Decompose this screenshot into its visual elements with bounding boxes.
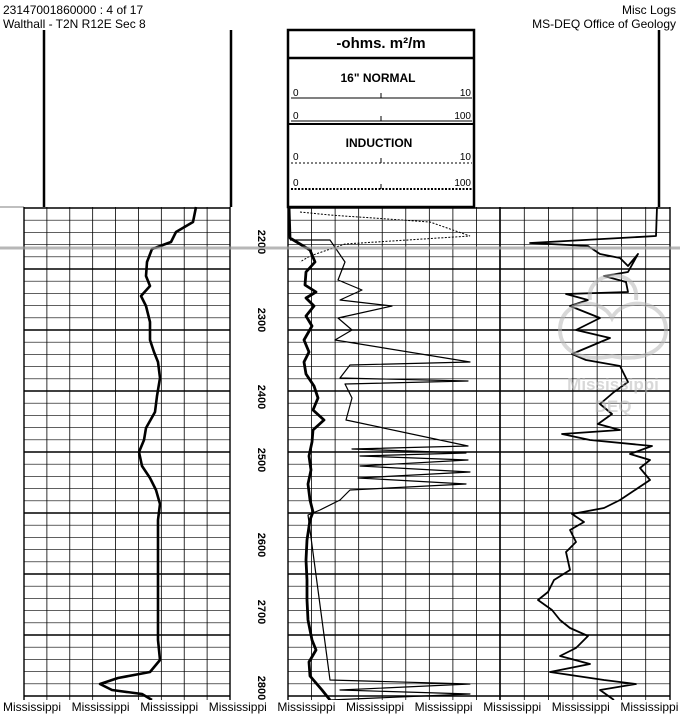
footer-watermark-strip: [0, 700, 680, 715]
footer-watermark-text: Mississippi: [551, 700, 610, 714]
normal-row2-min: 0: [293, 111, 299, 122]
footer-watermark-text: Mississippi: [483, 700, 542, 714]
footer-watermark-text: Mississippi: [140, 700, 199, 714]
footer-watermark-text: Mississippi: [414, 700, 473, 714]
depth-label: 2400: [255, 384, 267, 410]
depth-label: 2300: [255, 307, 267, 333]
depth-label: 2600: [255, 532, 267, 558]
depth-label: 2200: [255, 229, 267, 255]
far-right-track-grid: [500, 207, 670, 700]
scale-units: -ohms. m²/m: [336, 35, 426, 52]
depth-label: 2800: [255, 675, 267, 700]
footer-watermark-text: Mississippi: [71, 700, 130, 714]
watermark-line1: Mississippi: [567, 375, 659, 394]
footer-watermark-text: Mississippi: [346, 700, 405, 714]
normal-title: 16" NORMAL: [340, 71, 416, 85]
footer-watermark-text: Mississippi: [277, 700, 336, 714]
normal-row2-max: 100: [454, 111, 471, 122]
well-id-page: 23147001860000 : 4 of 17: [3, 3, 144, 17]
induction-row1-max: 10: [459, 152, 471, 163]
induction-row2-min: 0: [293, 178, 299, 189]
scale-box: [288, 30, 474, 207]
well-location: Walthall - T2N R12E Sec 8: [3, 17, 146, 31]
depth-label: 2700: [255, 599, 267, 625]
normal-row1-max: 10: [459, 88, 471, 99]
depth-label: 2500: [255, 447, 267, 473]
amplified-normal-curve: [290, 240, 470, 700]
induction-title: INDUCTION: [345, 136, 413, 150]
footer-watermark-text: Mississippi: [620, 700, 679, 714]
depth-labels: [255, 230, 267, 700]
watermark-line2: DEQ: [594, 397, 632, 416]
normal-row1-min: 0: [293, 88, 299, 99]
induction-curve: [300, 212, 470, 262]
log-category: Misc Logs: [621, 3, 676, 17]
agency-name: MS-DEQ Office of Geology: [532, 17, 676, 31]
induction-row2-max: 100: [454, 178, 471, 189]
left-track-grid: [0, 207, 230, 700]
resistivity-track-grid: [288, 207, 500, 700]
footer-watermark-text: Mississippi: [3, 700, 62, 714]
induction-row1-min: 0: [293, 152, 299, 163]
footer-watermark-text: Mississippi: [208, 700, 267, 714]
